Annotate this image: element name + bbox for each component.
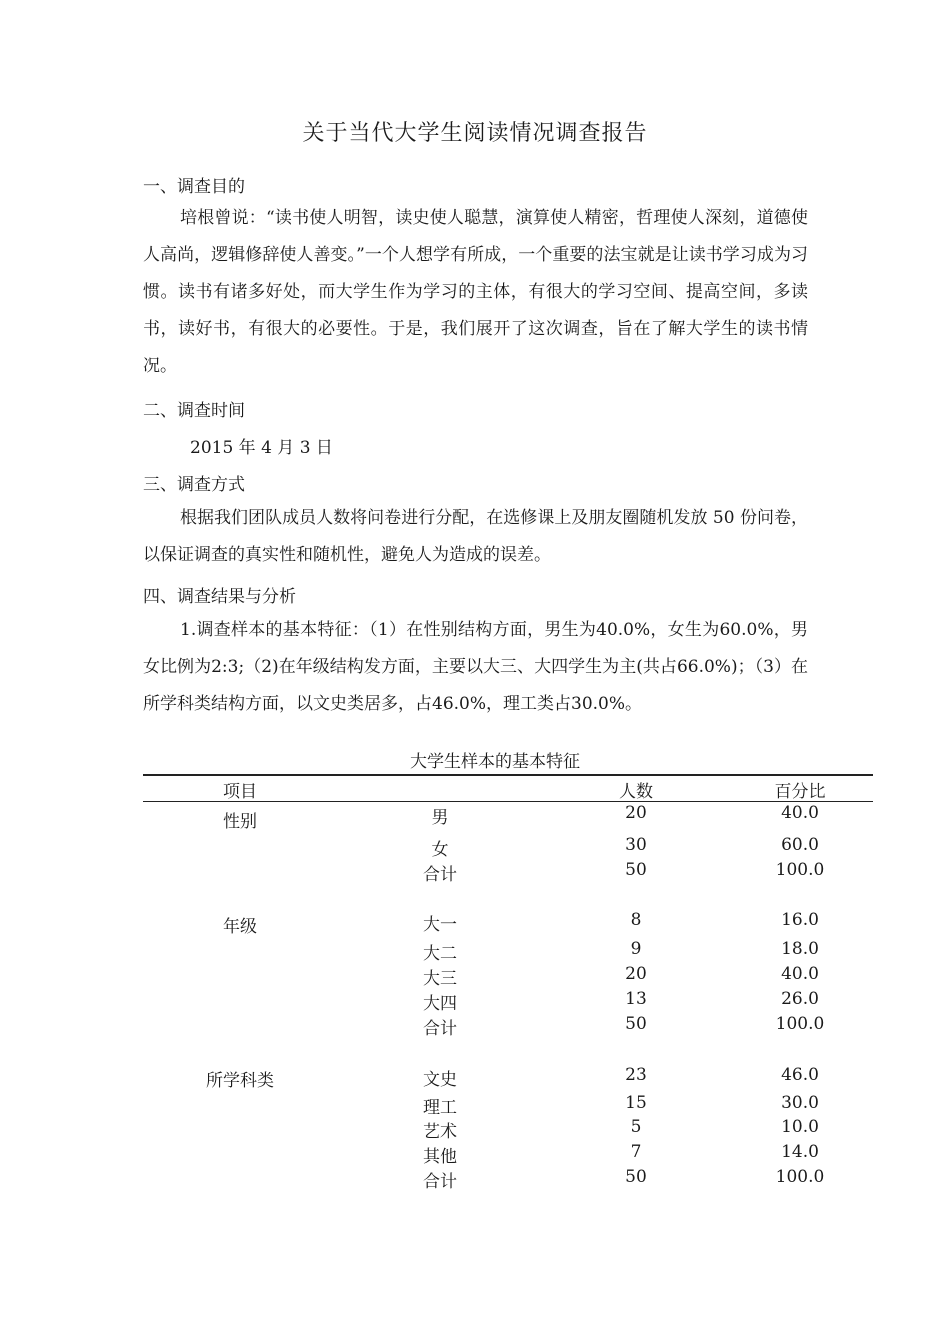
table-cell: 大三 bbox=[423, 969, 457, 989]
table-header-rule bbox=[143, 801, 873, 802]
table-cell: 艺术 bbox=[423, 1122, 457, 1142]
table-top-rule bbox=[143, 774, 873, 776]
table-cell: 18.0 bbox=[781, 939, 819, 959]
section-purpose-heading: 一、调查目的 bbox=[143, 177, 245, 197]
table-cell: 女 bbox=[431, 840, 449, 860]
header-percent: 百分比 bbox=[774, 782, 826, 802]
table-cell: 合计 bbox=[423, 865, 457, 885]
survey-date: 2015 年 4 月 3 日 bbox=[190, 438, 333, 458]
section-purpose-text: 培根曾说：“读书使人明智，读史使人聪慧，演算使人精密，哲理使人深刻，道德使人高尚，逻辑修辞使人善变。”一个人想学有所成，一个重要的法宝就是让读书学习成为习惯。读书有诸多好处，而大学生作为学习的主体，有很大的学习空间、提高空间，多读书，读好书，有很大的必要性。于是，我们展开了这次调查，旨在了解大学生的读书情况。 bbox=[143, 208, 808, 376]
section-method-text: 根据我们团队成员人数将问卷进行分配，在选修课上及朋友圈随机发放 50 份问卷，以保证调查的真实性和随机性，避免人为造成的误差。 bbox=[143, 508, 808, 565]
table-cell: 100.0 bbox=[775, 1014, 825, 1034]
table-cell: 46.0 bbox=[781, 1065, 819, 1085]
table-cell: 5 bbox=[630, 1117, 642, 1137]
group-label-gender: 性别 bbox=[223, 812, 257, 832]
table-cell: 20 bbox=[625, 803, 647, 823]
table-cell: 7 bbox=[630, 1142, 642, 1162]
table-cell: 10.0 bbox=[781, 1117, 819, 1137]
table-cell: 14.0 bbox=[781, 1142, 819, 1162]
table-cell: 100.0 bbox=[775, 860, 825, 880]
table-cell: 40.0 bbox=[781, 803, 819, 823]
table-cell: 9 bbox=[630, 939, 642, 959]
table-cell: 大二 bbox=[423, 944, 457, 964]
table-cell: 26.0 bbox=[781, 989, 819, 1009]
table-cell: 30.0 bbox=[781, 1093, 819, 1113]
group-label-subject: 所学科类 bbox=[206, 1071, 274, 1091]
table-cell: 其他 bbox=[423, 1147, 457, 1167]
section-results-text: 1.调查样本的基本特征：（1）在性别结构方面，男生为40.0%，女生为60.0%，男女比例为2:3;（2)在年级结构发方面，主要以大三、大四学生为主(共占66.0%)；（3）在所学科类结构方面，以文史类居多，占46.0%，理工类占30.0%。 bbox=[143, 620, 808, 714]
section-method-heading: 三、调查方式 bbox=[143, 475, 245, 495]
table-cell: 13 bbox=[625, 989, 647, 1009]
table-cell: 100.0 bbox=[775, 1167, 825, 1187]
header-count: 人数 bbox=[619, 782, 653, 802]
group-label-grade: 年级 bbox=[223, 917, 257, 937]
table-caption: 大学生样本的基本特征 bbox=[410, 752, 580, 772]
table-cell: 文史 bbox=[423, 1070, 457, 1090]
table-cell: 40.0 bbox=[781, 964, 819, 984]
table-cell: 50 bbox=[625, 1167, 647, 1187]
table-cell: 20 bbox=[625, 964, 647, 984]
report-title: 关于当代大学生阅读情况调查报告 bbox=[302, 121, 648, 146]
table-cell: 60.0 bbox=[781, 835, 819, 855]
section-time-heading: 二、调查时间 bbox=[143, 401, 245, 421]
table-cell: 合计 bbox=[423, 1172, 457, 1192]
table-cell: 15 bbox=[625, 1093, 647, 1113]
header-item: 项目 bbox=[223, 782, 257, 802]
table-cell: 50 bbox=[625, 1014, 647, 1034]
table-cell: 23 bbox=[625, 1065, 647, 1085]
table-cell: 8 bbox=[630, 910, 642, 930]
table-cell: 16.0 bbox=[781, 910, 819, 930]
table-cell: 大一 bbox=[423, 915, 457, 935]
table-cell: 理工 bbox=[423, 1098, 457, 1118]
section-results-heading: 四、调查结果与分析 bbox=[143, 587, 296, 607]
table-cell: 合计 bbox=[423, 1019, 457, 1039]
table-cell: 男 bbox=[431, 808, 449, 828]
table-cell: 50 bbox=[625, 860, 647, 880]
table-cell: 30 bbox=[625, 835, 647, 855]
table-cell: 大四 bbox=[423, 994, 457, 1014]
